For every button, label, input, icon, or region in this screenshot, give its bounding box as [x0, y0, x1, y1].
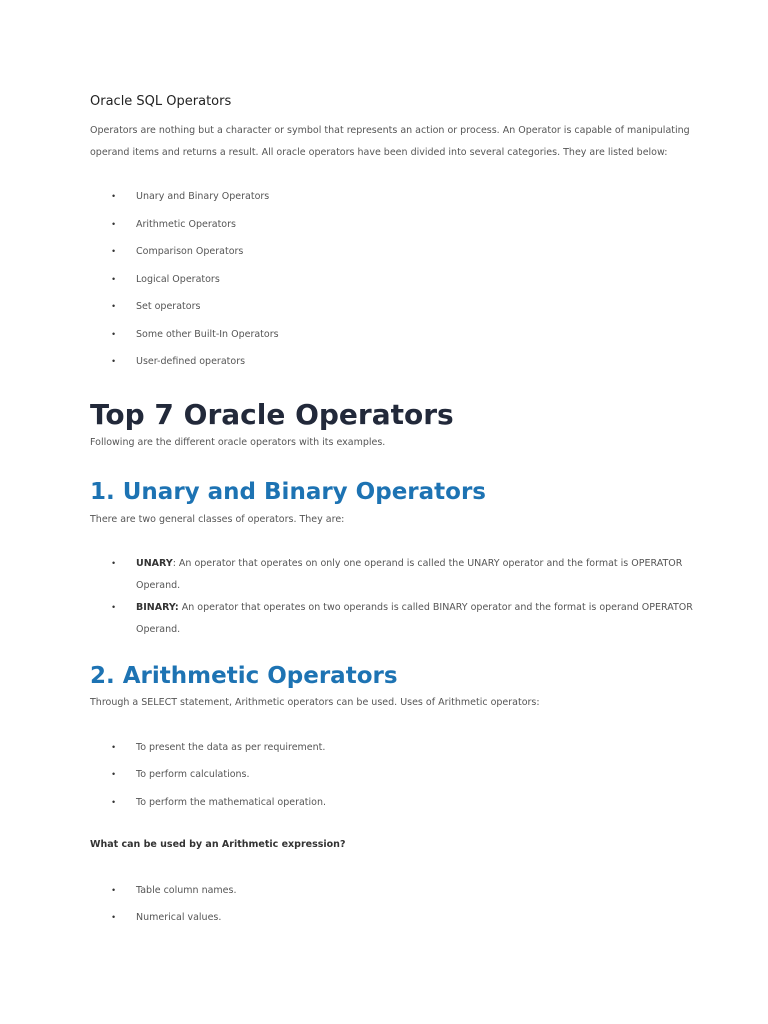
list-item: Unary and Binary Operators: [136, 191, 270, 202]
bullet: •: [112, 301, 116, 311]
bullet: •: [112, 797, 116, 807]
bullet: •: [112, 912, 116, 922]
binary-term: BINARY:: [136, 602, 179, 613]
list-item: Comparison Operators: [136, 246, 244, 257]
bullet: •: [112, 602, 116, 612]
list-item: To present the data as per requirement.: [136, 742, 326, 753]
intro-line-1: Operators are nothing but a character or symbol that represents an action or process. An Operator is capable of manipulating: [90, 125, 690, 136]
bullet: •: [112, 246, 116, 256]
list-item: User-defined operators: [136, 356, 246, 367]
bullet: •: [112, 769, 116, 779]
bullet: •: [112, 742, 116, 752]
binary-item-cont: Operand.: [136, 624, 181, 635]
unary-item: [136, 558, 682, 569]
unary-text: : An operator that operates on only one operand is called the UNARY operator and the format is OPERATOR: [172, 558, 683, 569]
list-item: Numerical values.: [136, 912, 222, 923]
section2-intro: Through a SELECT statement, Arithmetic operators can be used. Uses of Arithmetic operators:: [90, 697, 540, 708]
intro-line-2: operand items and returns a result. All oracle operators have been divided into several categories. They are listed below:: [90, 147, 668, 158]
list-item: Logical Operators: [136, 274, 220, 285]
top-subtitle: Following are the different oracle operators with its examples.: [90, 437, 386, 448]
arithmetic-question: What can be used by an Arithmetic expression?: [90, 839, 346, 850]
list-item: Set operators: [136, 301, 201, 312]
list-item: Arithmetic Operators: [136, 219, 236, 230]
bullet: •: [112, 219, 116, 229]
bullet: •: [112, 885, 116, 895]
list-item: To perform the mathematical operation.: [136, 797, 327, 808]
bullet: •: [112, 329, 116, 339]
doc-title: Oracle SQL Operators: [90, 94, 232, 109]
bullet: •: [112, 274, 116, 284]
bullet: •: [112, 191, 116, 201]
list-item: To perform calculations.: [136, 769, 250, 780]
top-heading: Top 7 Oracle Operators: [90, 398, 454, 431]
bullet: •: [112, 558, 116, 568]
binary-item: [136, 602, 693, 613]
list-item: Some other Built-In Operators: [136, 329, 279, 340]
unary-item-cont: Operand.: [136, 580, 181, 591]
bullet: •: [112, 356, 116, 366]
section1-heading: 1. Unary and Binary Operators: [90, 479, 486, 505]
list-item: Table column names.: [136, 885, 237, 896]
section1-intro: There are two general classes of operators. They are:: [90, 514, 345, 525]
section2-heading: 2. Arithmetic Operators: [90, 663, 398, 689]
unary-term: UNARY: [136, 558, 173, 569]
binary-text: An operator that operates on two operands is called BINARY operator and the format is operand OPERATOR: [178, 602, 693, 613]
